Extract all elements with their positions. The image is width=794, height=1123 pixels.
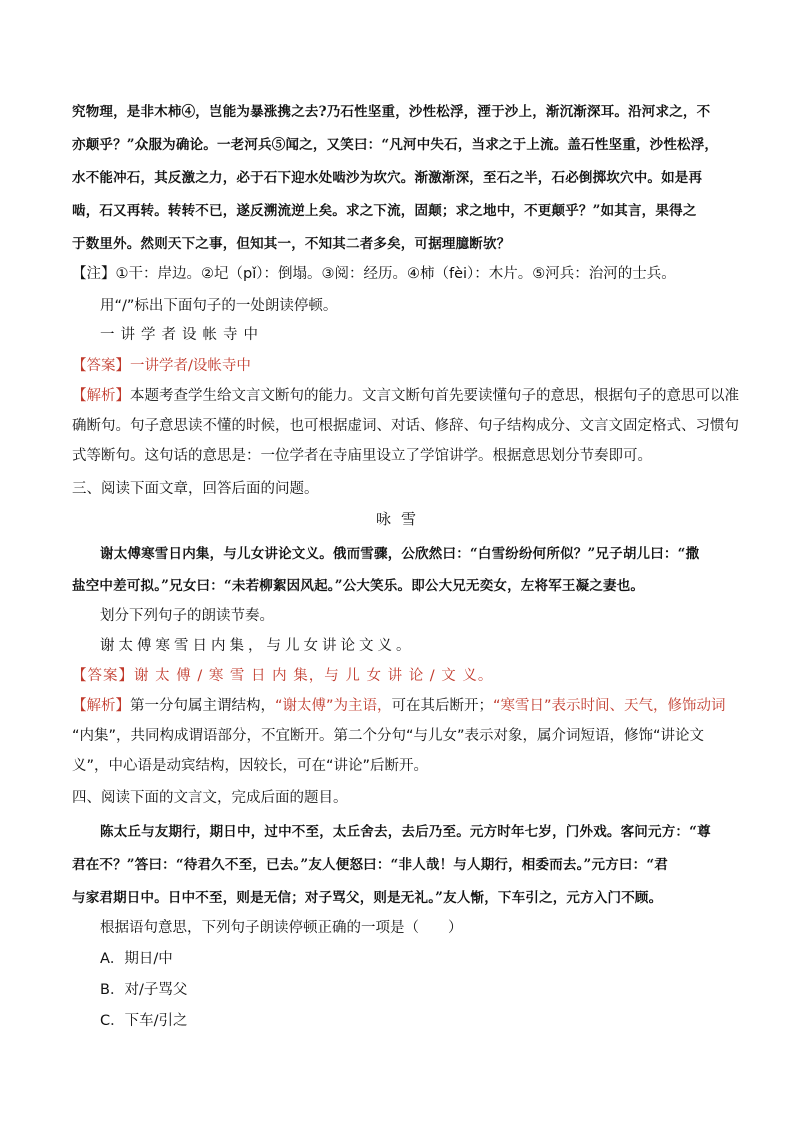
instruction: 用“/”标出下面句子的一处朗读停顿。 (100, 298, 338, 314)
answer-text: 谢 太 傅 / 寒 雪 日 内 集，与 儿 女 讲 论 / 文 义。 (134, 668, 494, 684)
analysis (72, 694, 726, 715)
analysis-label: 【解析】 (72, 388, 130, 404)
analysis (72, 384, 739, 405)
analysis-text: 第一分句属主谓结构， (130, 698, 275, 714)
analysis-text: 可在其后断开； (391, 698, 494, 714)
analysis-label: 【解析】 (72, 698, 130, 714)
note (72, 262, 676, 283)
passage-line: 水不能冲石，其反激之力，必于石下迎水处啮沙为坎穴。渐激渐深，至石之半，石必倒掷坎穴中。如是再 (72, 170, 703, 186)
section-heading: 三、阅读下面文章，回答后面的问题。 (72, 481, 319, 497)
passage-line: 亦颠乎？”众服为确论。一老河兵⑤闻之，又笑曰：“凡河中失石，当求之于上流。盖石性坚重，沙性松浮， (72, 137, 719, 153)
analysis-highlight: “谢太傅”为主语， (275, 698, 392, 714)
option-c: C．下车/引之 (100, 1013, 188, 1029)
option-b: B．对/子骂父 (100, 982, 188, 998)
passage-line: 君在不？”答曰：“待君久不至，已去。”友人便怒曰：“非人哉！与人期行，相委而去。”元方曰：“君 (72, 857, 668, 873)
passage-line: 究物理，是非木柿④，岂能为暴涨携之去?乃石性坚重，沙性松浮，湮于沙上，渐沉渐深耳。沿河求之，不 (72, 104, 711, 120)
analysis-text: 本题考查学生给文言文断句的能力。文言文断句首先要读懂句子的意思，根据句子的意思可以准 (130, 388, 739, 404)
question-text: 根据语句意思，下列句子朗读停顿正确的一项是（ ） (100, 920, 463, 936)
answer-text: 一讲学者/设帐寺中 (130, 358, 251, 374)
answer (72, 664, 493, 685)
passage-line: 盐空中差可拟。”兄女曰：“未若柳絮因风起。”公大笑乐。即公大兄无奕女，左将军王凝之妻也。 (72, 578, 645, 594)
analysis-line: 义”，中心语是动宾结构，因较长，可在“讲论”后断开。 (72, 758, 429, 774)
question-sentence: 一讲学者设帐寺中 (100, 327, 264, 343)
analysis-line: 确断句。句子意思读不懂的时候，也可根据虚词、对话、修辞、句子结构成分、文言文固定格式、习惯句 (72, 418, 739, 434)
instruction: 划分下列句子的朗读节奏。 (100, 608, 274, 624)
passage-line: 谢太傅寒雪日内集，与儿女讲论文义。俄而雪骤，公欣然曰：“白雪纷纷何所似？”兄子胡儿曰：“撒 (100, 546, 700, 562)
answer-label: 【答案】 (72, 358, 130, 374)
passage-line: 啮，石又再转。转转不已，遂反溯流逆上矣。求之下流，固颠；求之地中，不更颠乎？”如其言，果得之 (72, 203, 697, 219)
analysis-line: 式等断句。这句话的意思是：一位学者在寺庙里设立了学馆讲学。根据意思划分节奏即可。 (72, 448, 652, 464)
answer-label: 【答案】 (72, 668, 134, 684)
option-a: A．期日/中 (100, 951, 173, 967)
question-sentence: 谢太傅寒雪日内集，与儿女讲论文义。 (100, 638, 415, 654)
analysis-highlight: “寒雪日”表示时间、天气，修饰动词 (493, 698, 726, 714)
passage-line: 陈太丘与友期行，期日中，过中不至，太丘舍去，去后乃至。元方时年七岁，门外戏。客问元方：“尊 (100, 824, 711, 840)
answer (72, 354, 251, 375)
passage-line: 与家君期日中。日中不至，则是无信；对子骂父，则是无礼。”友人惭，下车引之，元方入门不顾。 (72, 890, 663, 906)
section-heading: 四、阅读下面的文言文，完成后面的题目。 (72, 790, 348, 806)
analysis-line: “内集”，共同构成谓语部分，不宜断开。第二个分句“与儿女”表示对象，属介词短语，修饰“讲论文 (72, 728, 705, 744)
note-label: 【注】 (72, 266, 116, 282)
note-text: ①干：岸边。②圮（pǐ）：倒塌。③阅：经历。④柿（fèi）：木片。⑤河兵：治河的士兵。 (115, 266, 676, 282)
passage-line: 于数里外。然则天下之事，但知其一，不知其二者多矣，可据理臆断欤？ (72, 236, 511, 252)
passage-title: 咏雪 (376, 510, 427, 528)
